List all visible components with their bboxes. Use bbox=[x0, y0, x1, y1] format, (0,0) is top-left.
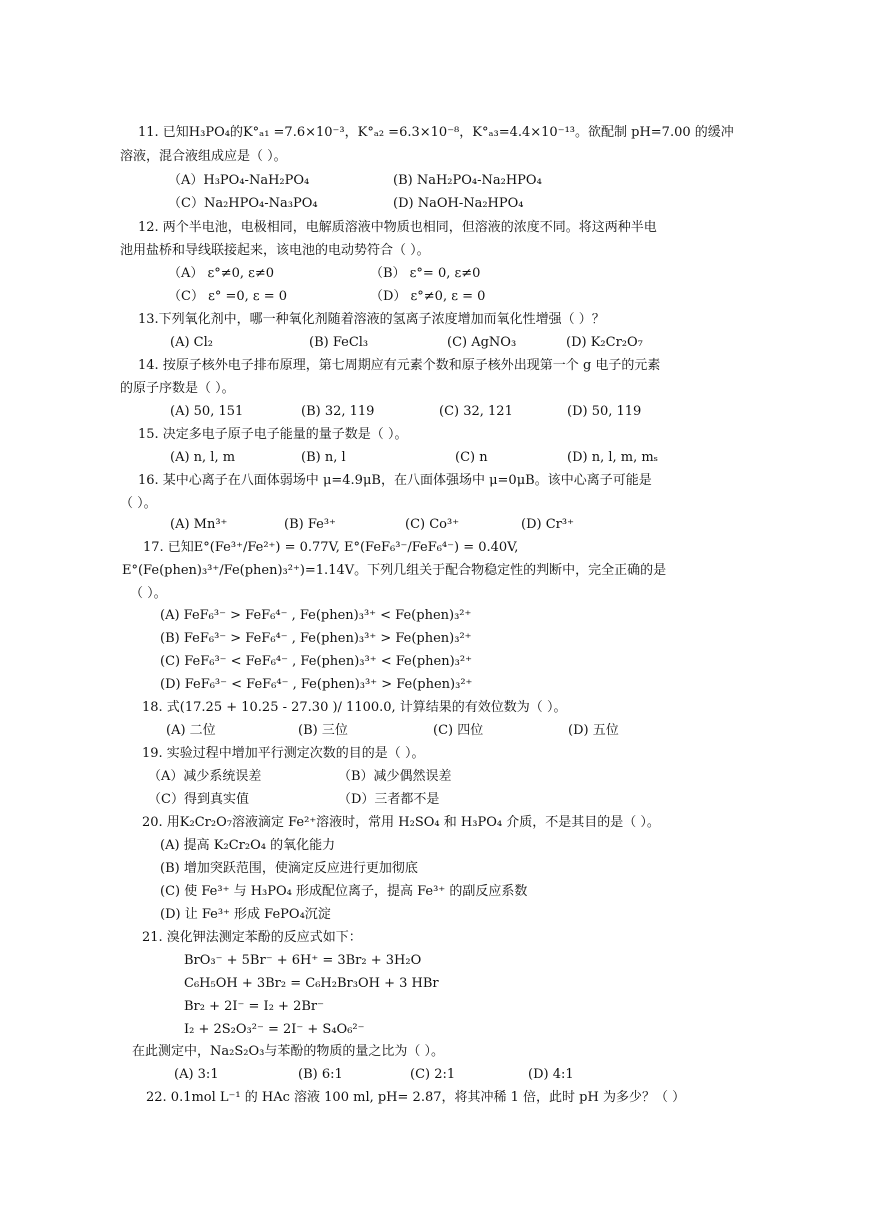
q15-option-d[interactable]: (D) n, l, m, mₛ bbox=[567, 450, 659, 465]
q17-option-d[interactable]: (D) FeF₆³⁻ < FeF₆⁴⁻ , Fe(phen)₃³⁺ > Fe(phen)₃²⁺ bbox=[160, 677, 473, 692]
q12-option-a[interactable]: （A） ε°≠0, ε≠0 bbox=[168, 266, 275, 281]
q20-option-b[interactable]: (B) 增加突跃范围，使滴定反应进行更加彻底 bbox=[160, 861, 418, 876]
q20-stem-line1: 20. 用K₂Cr₂O₇溶液滴定 Fe²⁺溶液时，常用 H₂SO₄ 和 H₃PO₄ 介质，不是其目的是（ ）。 bbox=[142, 815, 660, 830]
q18-option-c[interactable]: (C) 四位 bbox=[433, 723, 484, 738]
q17-option-b[interactable]: (B) FeF₆³⁻ > FeF₆⁴⁻ , Fe(phen)₃³⁺ > Fe(phen)₃²⁺ bbox=[160, 631, 472, 646]
q16-option-a[interactable]: (A) Mn³⁺ bbox=[170, 517, 228, 532]
q15-option-a[interactable]: (A) n, l, m bbox=[170, 450, 236, 465]
q20-option-c[interactable]: (C) 使 Fe³⁺ 与 H₃PO₄ 形成配位离子，提高 Fe³⁺ 的副反应系数 bbox=[160, 884, 528, 899]
q15-option-b[interactable]: (B) n, l bbox=[301, 450, 346, 465]
q19-option-b[interactable]: （B）减少偶然误差 bbox=[338, 769, 452, 784]
q16-stem-line1: 16. 某中心离子在八面体弱场中 μ=4.9μB，在八面体强场中 μ=0μB。该中心离子可能是 bbox=[138, 473, 652, 488]
q17-option-a[interactable]: (A) FeF₆³⁻ > FeF₆⁴⁻ , Fe(phen)₃³⁺ < Fe(phen)₃²⁺ bbox=[160, 608, 472, 623]
q14-option-c[interactable]: (C) 32, 121 bbox=[439, 404, 513, 419]
q19-stem-line1: 19. 实验过程中增加平行测定次数的目的是（ ）。 bbox=[142, 746, 425, 761]
q15-stem-line1: 15. 决定多电子原子电子能量的量子数是（ ）。 bbox=[138, 427, 408, 442]
q18-option-b[interactable]: (B) 三位 bbox=[298, 723, 348, 738]
q12-stem-line1: 12. 两个半电池，电极相同，电解质溶液中物质也相同，但溶液的浓度不同。将这两种半电 bbox=[138, 220, 657, 235]
q21-equation-2: C₆H₅OH + 3Br₂ = C₆H₂Br₃OH + 3 HBr bbox=[184, 976, 439, 991]
q11-option-a[interactable]: （A）H₃PO₄-NaH₂PO₄ bbox=[168, 173, 310, 188]
q13-option-c[interactable]: (C) AgNO₃ bbox=[447, 335, 517, 350]
q22-stem-line1: 22. 0.1mol L⁻¹ 的 HAc 溶液 100 ml, pH= 2.87，将其冲稀 1 倍，此时 pH 为多少？（ ） bbox=[146, 1090, 686, 1105]
q21-option-a[interactable]: (A) 3:1 bbox=[174, 1067, 219, 1082]
q11-stem-line1: 11. 已知H₃PO₄的K°ₐ₁ =7.6×10⁻³，K°ₐ₂ =6.3×10⁻⁸，K°ₐ₃=4.4×10⁻¹³。欲配制 pH=7.00 的缓冲 bbox=[138, 125, 734, 140]
q13-option-b[interactable]: (B) FeCl₃ bbox=[309, 335, 369, 350]
q19-option-a[interactable]: （A）减少系统误差 bbox=[148, 769, 262, 784]
q11-option-d[interactable]: (D) NaOH-Na₂HPO₄ bbox=[393, 196, 524, 211]
q14-stem-line1: 14. 按原子核外电子排布原理，第七周期应有元素个数和原子核外出现第一个 g 电子的元素 bbox=[138, 358, 661, 373]
q18-option-a[interactable]: (A) 二位 bbox=[166, 723, 216, 738]
q20-option-a[interactable]: (A) 提高 K₂Cr₂O₄ 的氧化能力 bbox=[160, 838, 336, 853]
q16-option-b[interactable]: (B) Fe³⁺ bbox=[284, 517, 336, 532]
q18-stem-line1: 18. 式(17.25 + 10.25 - 27.30 )/ 1100.0, 计算结果的有效位数为（ ）。 bbox=[142, 700, 567, 715]
q11-stem-line2: 溶液，混合液组成应是（ ）。 bbox=[120, 149, 287, 164]
q21-option-d[interactable]: (D) 4:1 bbox=[528, 1067, 574, 1082]
q21-stem-line1: 21. 溴化钾法测定苯酚的反应式如下： bbox=[142, 930, 362, 945]
q21-option-b[interactable]: (B) 6:1 bbox=[298, 1067, 343, 1082]
q17-stem-line1: 17. 已知E°(Fe³⁺/Fe²⁺) = 0.77V, E°(FeF₆³⁻/FeF₆⁴⁻) = 0.40V, bbox=[143, 540, 519, 555]
q18-option-d[interactable]: (D) 五位 bbox=[568, 723, 619, 738]
q14-option-d[interactable]: (D) 50, 119 bbox=[567, 404, 642, 419]
q16-option-c[interactable]: (C) Co³⁺ bbox=[405, 517, 460, 532]
q21-stem-line2: 在此测定中，Na₂S₂O₃与苯酚的物质的量之比为（ ）。 bbox=[132, 1044, 444, 1059]
q21-equation-3: Br₂ + 2I⁻ = I₂ + 2Br⁻ bbox=[184, 999, 324, 1014]
q12-option-c[interactable]: （C） ε° =0, ε = 0 bbox=[168, 289, 288, 304]
q11-option-c[interactable]: （C）Na₂HPO₄-Na₃PO₄ bbox=[168, 196, 318, 211]
q14-stem-line2: 的原子序数是（ ）。 bbox=[120, 381, 235, 396]
q19-option-c[interactable]: （C）得到真实值 bbox=[148, 792, 249, 807]
q21-equation-1: BrO₃⁻ + 5Br⁻ + 6H⁺ = 3Br₂ + 3H₂O bbox=[184, 953, 422, 968]
q13-option-a[interactable]: (A) Cl₂ bbox=[170, 335, 213, 350]
q21-equation-4: I₂ + 2S₂O₃²⁻ = 2I⁻ + S₄O₆²⁻ bbox=[184, 1022, 365, 1037]
q12-option-b[interactable]: （B） ε°= 0, ε≠0 bbox=[370, 266, 481, 281]
q12-stem-line2: 池用盐桥和导线联接起来，该电池的电动势符合（ ）。 bbox=[120, 243, 430, 258]
q12-option-d[interactable]: （D） ε°≠0, ε = 0 bbox=[370, 289, 486, 304]
q17-stem-line2: E°(Fe(phen)₃³⁺/Fe(phen)₃²⁺)=1.14V。下列几组关于配合物稳定性的判断中，完全正确的是 bbox=[122, 563, 667, 578]
q16-option-d[interactable]: (D) Cr³⁺ bbox=[521, 517, 574, 532]
q20-option-d[interactable]: (D) 让 Fe³⁺ 形成 FePO₄沉淀 bbox=[160, 907, 331, 922]
q15-option-c[interactable]: (C) n bbox=[455, 450, 488, 465]
q17-stem-line3: （ ）。 bbox=[130, 586, 167, 601]
q16-stem-line2: （ ）。 bbox=[120, 496, 157, 511]
q13-stem-line1: 13.下列氧化剂中，哪一种氧化剂随着溶液的氢离子浓度增加而氧化性增强（ ）？ bbox=[138, 312, 605, 327]
q14-option-a[interactable]: (A) 50, 151 bbox=[170, 404, 244, 419]
q17-option-c[interactable]: (C) FeF₆³⁻ < FeF₆⁴⁻ , Fe(phen)₃³⁺ < Fe(phen)₃²⁺ bbox=[160, 654, 472, 669]
q14-option-b[interactable]: (B) 32, 119 bbox=[301, 404, 375, 419]
q11-option-b[interactable]: (B) NaH₂PO₄-Na₂HPO₄ bbox=[393, 173, 542, 188]
q19-option-d[interactable]: （D）三者都不是 bbox=[338, 792, 440, 807]
q13-option-d[interactable]: (D) K₂Cr₂O₇ bbox=[566, 335, 643, 350]
q21-option-c[interactable]: (C) 2:1 bbox=[410, 1067, 456, 1082]
